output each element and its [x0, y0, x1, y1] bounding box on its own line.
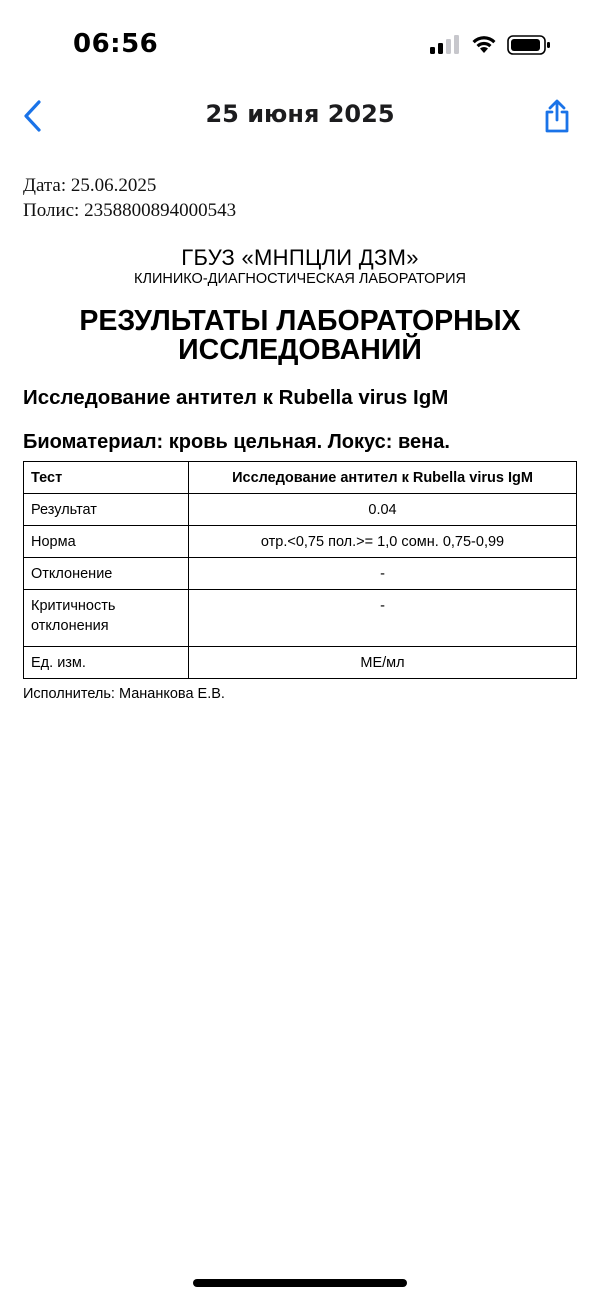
table-row	[24, 494, 577, 526]
table-header-label: Тест	[24, 462, 189, 494]
policy-number: Полис: 2358800894000543	[23, 200, 237, 221]
status-time: 06:56	[73, 29, 159, 59]
row-value: -	[189, 558, 577, 590]
row-value: -	[189, 590, 577, 647]
row-value: отр.<0,75 пол.>= 1,0 сомн. 0,75-0,99	[189, 526, 577, 558]
row-label: Ед. изм.	[24, 647, 189, 679]
table-header-row	[24, 462, 577, 494]
row-value: МЕ/мл	[189, 647, 577, 679]
home-indicator[interactable]	[193, 1279, 407, 1287]
cellular-signal-icon	[430, 34, 462, 54]
report-date: Дата: 25.06.2025	[23, 175, 157, 196]
biomaterial-line: Биоматериал: кровь цельная. Локус: вена.	[23, 431, 450, 453]
nav-title: 25 июня 2025	[205, 100, 395, 128]
share-button[interactable]	[538, 94, 576, 138]
table-header-value: Исследование антител к Rubella virus IgM	[189, 462, 577, 494]
row-label: Результат	[24, 494, 189, 526]
results-table	[23, 461, 577, 679]
table-row	[24, 590, 577, 647]
document-title: РЕЗУЛЬТАТЫ ЛАБОРАТОРНЫХ ИССЛЕДОВАНИЙ	[79, 305, 521, 366]
table-row	[24, 647, 577, 679]
wifi-icon	[471, 34, 497, 54]
battery-icon	[507, 34, 551, 56]
study-title: Исследование антител к Rubella virus IgM	[23, 386, 449, 409]
share-icon	[542, 98, 572, 134]
navigation-bar	[0, 90, 600, 142]
row-label: Норма	[24, 526, 189, 558]
organization-name: ГБУЗ «МНПЦЛИ ДЗМ»	[181, 245, 419, 270]
row-value: 0.04	[189, 494, 577, 526]
table-row	[24, 558, 577, 590]
row-label: Отклонение	[24, 558, 189, 590]
organization-subtitle: КЛИНИКО-ДИАГНОСТИЧЕСКАЯ ЛАБОРАТОРИЯ	[134, 271, 466, 287]
executor-line: Исполнитель: Мананкова Е.В.	[23, 686, 225, 702]
table-row	[24, 526, 577, 558]
status-bar	[0, 0, 600, 90]
row-label: Критичность отклонения	[24, 590, 189, 647]
